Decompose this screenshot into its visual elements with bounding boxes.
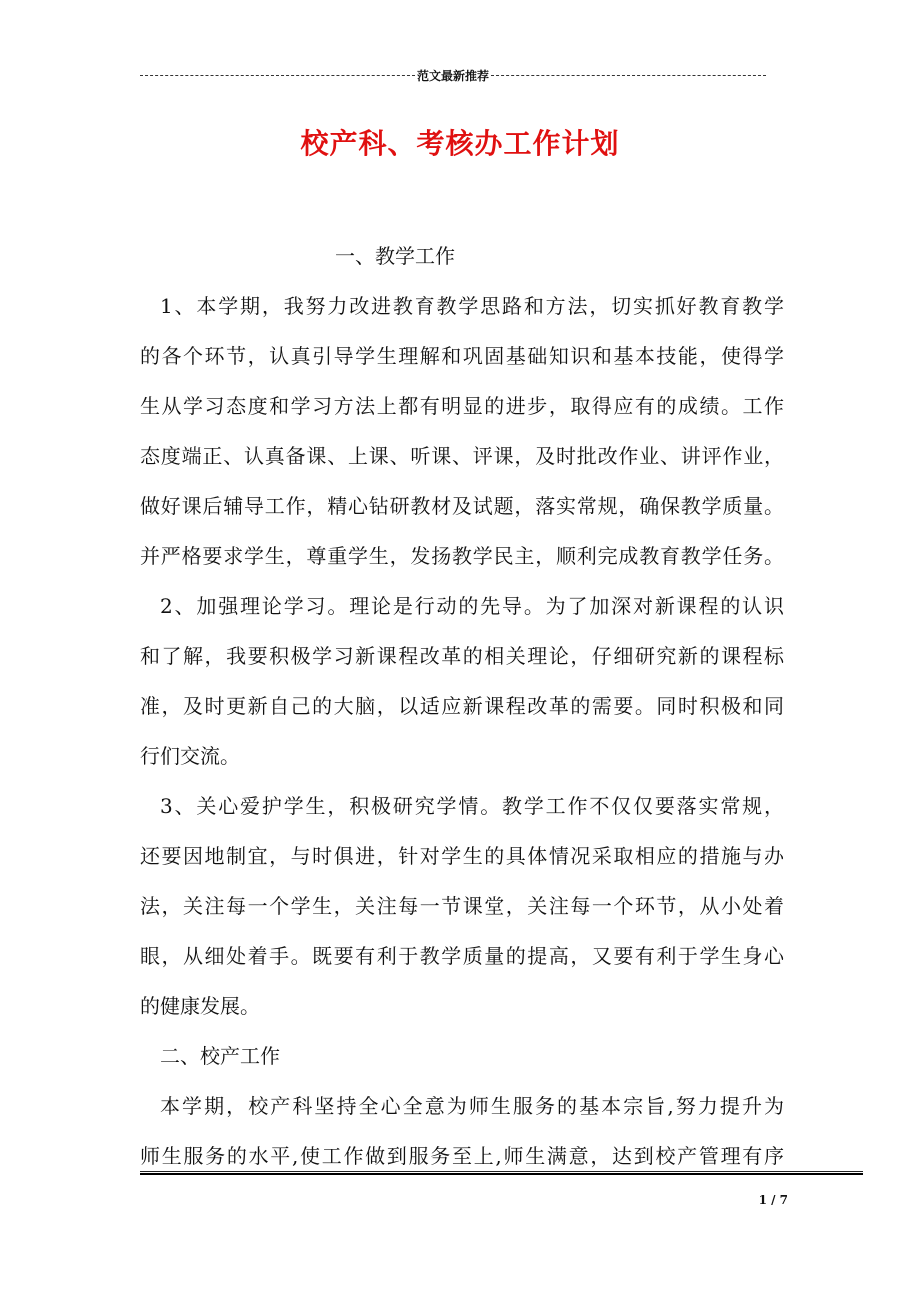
document-body	[140, 237, 784, 1187]
section-heading-assets: 二、校产工作	[160, 1044, 280, 1068]
document-title: 校产科、考核办工作计划	[300, 127, 620, 160]
body-line: 3、关心爱护学生，积极研究学情。教学工作不仅仅要落实常规，	[160, 794, 784, 818]
body-line: 并严格要求学生，尊重学生，发扬教学民主，顺利完成教育教学任务。	[140, 544, 784, 568]
page-number: 1 / 7	[758, 1193, 788, 1207]
body-line: 态度端正、认真备课、上课、听课、评课，及时批改作业、讲评作业，	[140, 444, 784, 468]
body-line: 本学期，校产科坚持全心全意为师生服务的基本宗旨,努力提升为	[160, 1094, 784, 1118]
header-dash-left	[140, 75, 415, 76]
body-line: 2、加强理论学习。理论是行动的先导。为了加深对新课程的认识	[160, 594, 784, 618]
body-line: 法，关注每一个学生，关注每一节课堂，关注每一个环节，从小处着	[140, 894, 784, 918]
body-line: 师生服务的水平,使工作做到服务至上,师生满意，达到校产管理有序	[140, 1144, 784, 1168]
body-line: 眼，从细处着手。既要有利于教学质量的提高，又要有利于学生身心	[140, 944, 784, 968]
body-line: 和了解，我要积极学习新课程改革的相关理论，仔细研究新的课程标	[140, 644, 784, 668]
header-dash-right	[491, 75, 766, 76]
body-line: 生从学习态度和学习方法上都有明显的进步，取得应有的成绩。工作	[140, 394, 784, 418]
body-line: 准，及时更新自己的大脑，以适应新课程改革的需要。同时积极和同	[140, 694, 784, 718]
page-header	[140, 67, 766, 84]
body-line: 的各个环节，认真引导学生理解和巩固基础知识和基本技能，使得学	[140, 344, 784, 368]
body-line: 1、本学期，我努力改进教育教学思路和方法，切实抓好教育教学	[160, 294, 784, 318]
header-label: 范文最新推荐	[417, 69, 490, 83]
section-heading-teaching: 一、教学工作	[335, 244, 455, 268]
body-line: 行们交流。	[140, 744, 240, 768]
body-line: 做好课后辅导工作，精心钻研教材及试题，落实常规，确保教学质量。	[140, 494, 784, 518]
footer-rule	[140, 1171, 863, 1175]
body-line: 的健康发展。	[140, 994, 260, 1018]
body-line: 还要因地制宜，与时俱进，针对学生的具体情况采取相应的措施与办	[140, 844, 784, 868]
